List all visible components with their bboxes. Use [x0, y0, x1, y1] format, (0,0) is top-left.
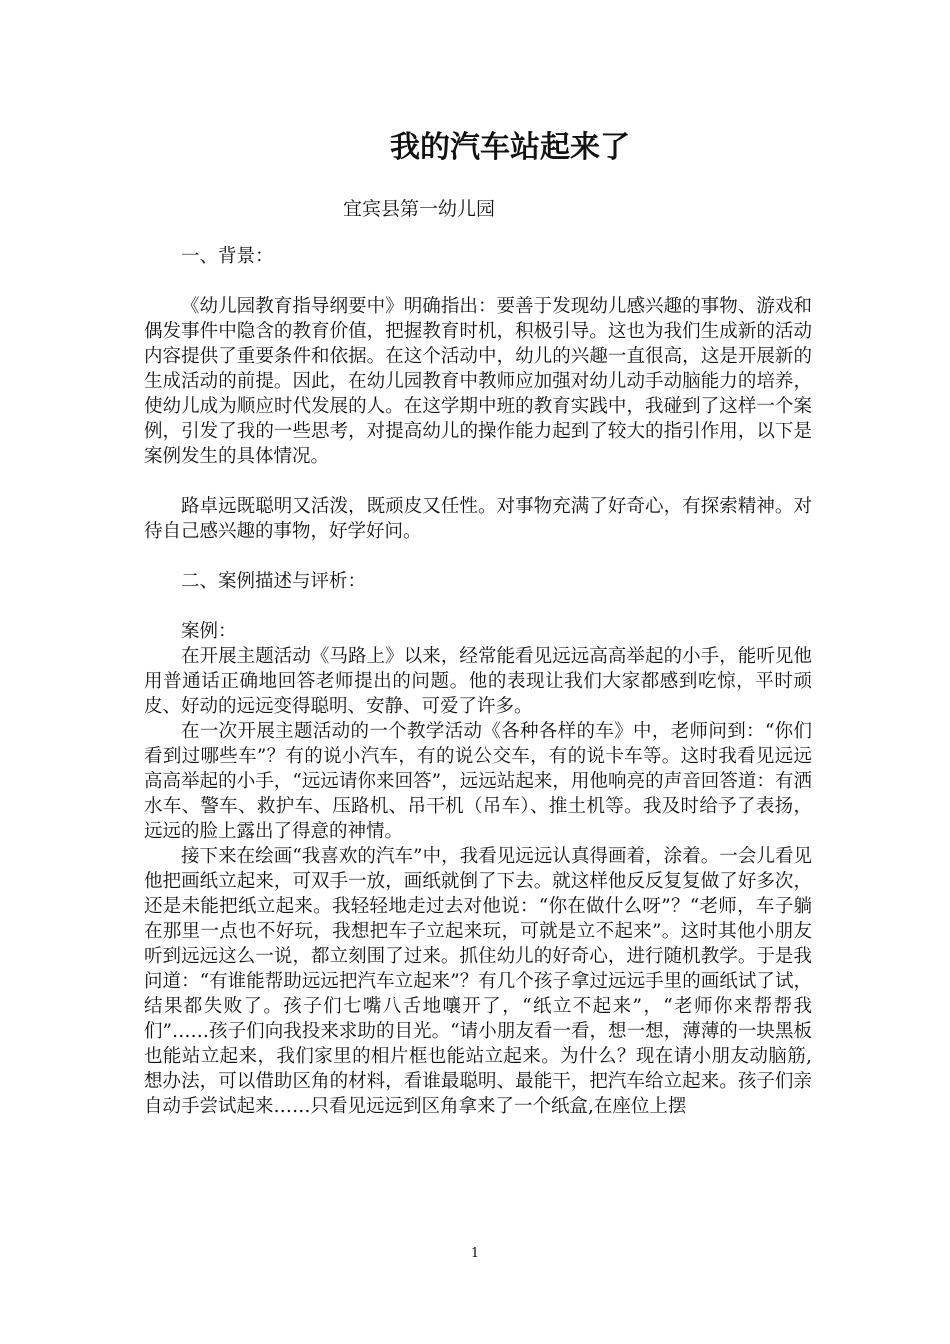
case-label: 案例： — [181, 621, 237, 642]
paragraph-case-1: 在开展主题活动《马路上》以来，经常能看见远远高高举起的小手，能听见他用普通话正确地回答老师提出的问题。他的表现让我们大家都感到吃惊，平时顽皮、好动的远远变得聪明、安静、可爱了许多。 — [144, 646, 812, 717]
document-body — [144, 244, 812, 1119]
page-number: 1 — [470, 1246, 480, 1261]
author-line: 宜宾县第一幼儿园 — [343, 198, 496, 220]
paragraph-child-profile: 路卓远既聪明又活泼，既顽皮又任性。对事物充满了好奇心，有探索精神。对待自己感兴趣的事物，好学好问。 — [144, 496, 812, 542]
paragraph-background: 《幼儿园教育指导纲要中》明确指出：要善于发现幼儿感兴趣的事物、游戏和偶发事件中隐含的教育价值，把握教育时机，积极引导。这也为我们生成新的活动内容提供了重要条件和依据。在这个活动中，幼儿的兴趣一直很高，这是开展新的生成活动的前提。因此，在幼儿园教育中教师应加强对幼儿动手动脑能力的培养，使幼儿成为顺应时代发展的人。在这学期中班的教育实践中，我碰到了这样一个案例，引发了我的一些思考，对提高幼儿的操作能力起到了较大的指引作用，以下是案例发生的具体情况。 — [144, 296, 812, 467]
paragraph-case-2: 在一次开展主题活动的一个教学活动《各种各样的车》中，老师问到：“你们看到过哪些车”？有的说小汽车，有的说公交车，有的说卡车等。这时我看见远远高高举起的小手，“远远请你来回答”，远远站起来，用他响亮的声音回答道：有洒水车、警车、救护车、压路机、吊干机（吊车）、推土机等。我及时给予了表扬，远远的脸上露出了得意的神情。 — [144, 721, 812, 842]
section-heading-background: 一、背景： — [181, 246, 274, 267]
paragraph-case-3: 接下来在绘画“我喜欢的汽车”中，我看见远远认真得画着，涂着。一会儿看见他把画纸立起来，可双手一放，画纸就倒了下去。就这样他反反复复做了好多次，还是未能把纸立起来。我轻轻地走过去对他说：“你在做什么呀”？“老师，车子躺在那里一点也不好玩，我想把车子立起来玩，可就是立不起来”。这时其他小朋友听到远远这么一说，都立刻围了过来。抓住幼儿的好奇心，进行随机教学。于是我问道：“有谁能帮助远远把汽车立起来”？有几个孩子拿过远远手里的画纸试了试，结果都失败了。孩子们七嘴八舌地嚷开了，“纸立不起来”，“老师你来帮帮我们”……孩子们向我投来求助的目光。“请小朋友看一看，想一想，薄薄的一块黑板也能站立起来，我们家里的相片框也能站立起来。为什么？现在请小朋友动脑筋,想办法，可以借助区角的材料，看谁最聪明、最能干，把汽车给立起来。孩子们亲自动手尝试起来……只看见远远到区角拿来了一个纸盒,在座位上摆 — [144, 846, 812, 1117]
document-title: 我的汽车站起来了 — [390, 130, 630, 165]
section-heading-case: 二、案例描述与评析： — [181, 571, 367, 592]
